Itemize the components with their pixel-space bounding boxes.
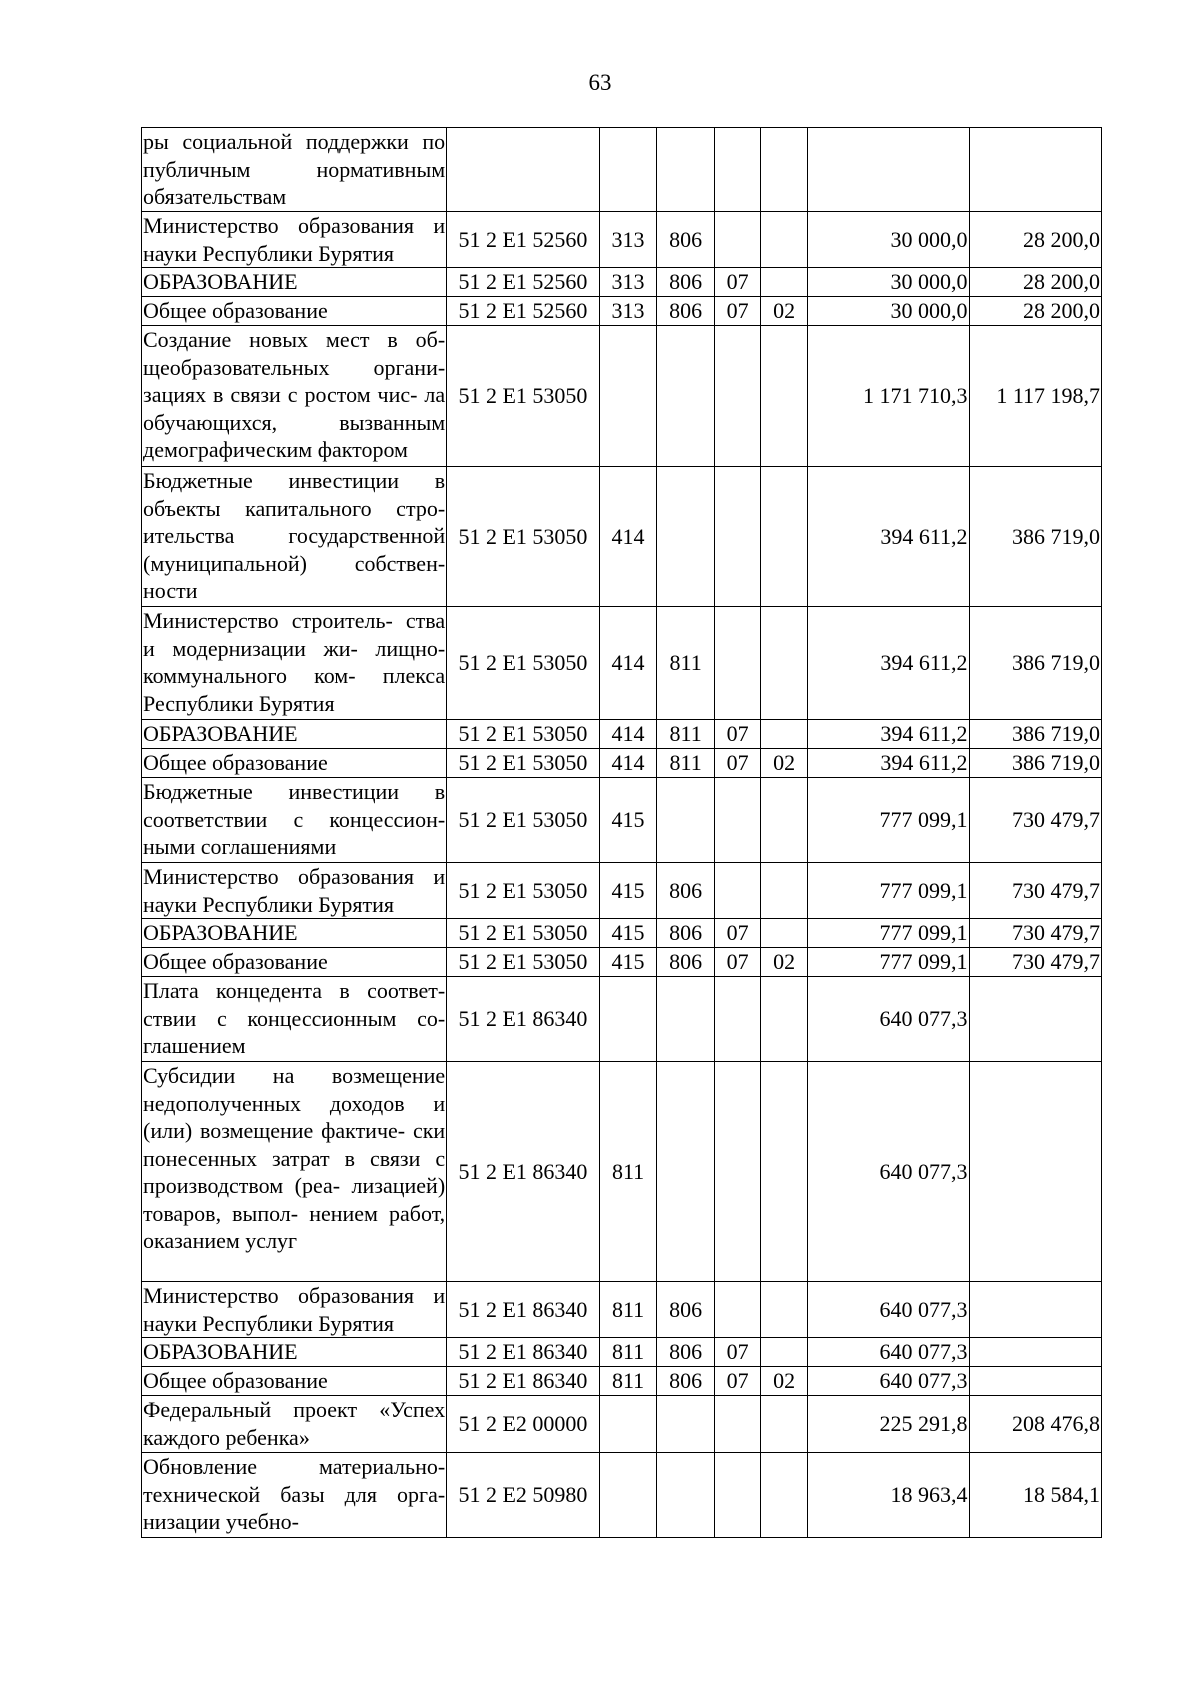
cell-subsection (761, 778, 807, 863)
cell-amount-year2 (969, 1338, 1101, 1367)
cell-ministry-code: 811 (657, 607, 715, 720)
cell-amount-year2: 386 719,0 (969, 607, 1101, 720)
cell-amount-year2 (969, 1367, 1101, 1396)
cell-amount-year1: 640 077,3 (807, 977, 969, 1062)
cell-expense-type: 414 (599, 720, 657, 749)
cell-amount-year2: 28 200,0 (969, 297, 1101, 326)
cell-amount-year1: 777 099,1 (807, 919, 969, 948)
cell-section (714, 778, 760, 863)
cell-name: Министерство образования и науки Республики Бурятия (143, 1283, 446, 1336)
cell-name: Общее образование (142, 1367, 447, 1396)
cell-section: 07 (714, 268, 760, 297)
cell-subsection (761, 607, 807, 720)
cell-target-code: 51 2 E1 52560 (447, 268, 600, 297)
cell-amount-year1: 394 611,2 (807, 467, 969, 607)
cell-section (714, 1453, 760, 1538)
table-row (142, 720, 1102, 749)
cell-amount-year2: 18 584,1 (969, 1453, 1101, 1538)
cell-section: 07 (714, 297, 760, 326)
table-row (142, 607, 1102, 720)
cell-amount-year2 (969, 128, 1101, 212)
cell-ministry-code (657, 1062, 715, 1282)
cell-target-code: 51 2 E1 53050 (447, 326, 600, 467)
cell-ministry-code: 806 (657, 297, 715, 326)
cell-section (714, 326, 760, 467)
cell-target-code: 51 2 E2 00000 (447, 1396, 600, 1453)
cell-amount-year1: 30 000,0 (807, 268, 969, 297)
cell-amount-year2: 730 479,7 (969, 863, 1101, 919)
cell-target-code: 51 2 E1 86340 (447, 977, 600, 1062)
page-number: 63 (588, 70, 612, 95)
table-row (142, 1396, 1102, 1453)
table-row (142, 749, 1102, 778)
cell-target-code: 51 2 E2 50980 (447, 1453, 600, 1538)
cell-subsection (761, 919, 807, 948)
cell-target-code: 51 2 E1 53050 (447, 467, 600, 607)
cell-subsection (761, 1338, 807, 1367)
cell-ministry-code: 811 (657, 720, 715, 749)
cell-subsection (761, 212, 807, 268)
cell-target-code: 51 2 E1 86340 (447, 1062, 600, 1282)
cell-target-code: 51 2 E1 86340 (447, 1367, 600, 1396)
cell-section: 07 (714, 919, 760, 948)
cell-amount-year1: 640 077,3 (807, 1338, 969, 1367)
table-body (142, 128, 1102, 1538)
table-row (142, 977, 1102, 1062)
cell-amount-year1: 225 291,8 (807, 1396, 969, 1453)
cell-expense-type: 811 (599, 1367, 657, 1396)
cell-amount-year2: 386 719,0 (969, 720, 1101, 749)
cell-ministry-code (657, 467, 715, 607)
cell-expense-type (599, 1396, 657, 1453)
cell-ministry-code: 806 (657, 863, 715, 919)
cell-section (714, 863, 760, 919)
cell-section (714, 1282, 760, 1338)
table-row (142, 1062, 1102, 1282)
cell-subsection (761, 467, 807, 607)
cell-subsection (761, 268, 807, 297)
cell-section (714, 607, 760, 720)
cell-name: Обновление материально- технической базы для орга- низации учебно- (142, 1453, 447, 1538)
table-row (142, 1338, 1102, 1367)
cell-name: Субсидии на возмещение недополученных доходов и (или) возмещение фактиче- ски понесенных затрат в связи с производством (реа- лизацией) товаров, выпол- нением работ, оказанием услуг (142, 1062, 447, 1282)
cell-target-code: 51 2 E1 53050 (447, 863, 600, 919)
cell-subsection: 02 (761, 749, 807, 778)
cell-section: 07 (714, 1338, 760, 1367)
cell-name: Общее образование (142, 749, 447, 778)
cell-name: Министерство образования и науки Республики Бурятия (143, 213, 446, 266)
cell-amount-year2 (969, 1062, 1101, 1282)
cell-amount-year1: 640 077,3 (807, 1062, 969, 1282)
cell-ministry-code (657, 326, 715, 467)
table-row (142, 1453, 1102, 1538)
cell-amount-year2: 1 117 198,7 (969, 326, 1101, 467)
cell-ministry-code: 806 (657, 1367, 715, 1396)
cell-target-code: 51 2 E1 86340 (447, 1282, 600, 1338)
cell-target-code: 51 2 E1 52560 (447, 212, 600, 268)
cell-amount-year1: 394 611,2 (807, 607, 969, 720)
cell-name: Создание новых мест в об- щеобразовательных органи- зациях в связи с ростом чис- ла обучающихся, вызванным демографическим фактором (142, 326, 447, 467)
table-row (142, 778, 1102, 863)
cell-section (714, 212, 760, 268)
cell-subsection (761, 326, 807, 467)
cell-expense-type: 313 (599, 268, 657, 297)
cell-expense-type: 313 (599, 212, 657, 268)
cell-ministry-code: 806 (657, 268, 715, 297)
cell-amount-year1: 777 099,1 (807, 778, 969, 863)
cell-subsection (761, 977, 807, 1062)
cell-name: Общее образование (142, 297, 447, 326)
cell-name: Министерство строитель- ства и модернизации жи- лищно-коммунального ком- плекса Республики Бурятия (142, 607, 447, 720)
cell-amount-year2: 730 479,7 (969, 948, 1101, 977)
cell-section: 07 (714, 720, 760, 749)
cell-expense-type: 414 (599, 467, 657, 607)
cell-ministry-code (657, 778, 715, 863)
table-row (142, 128, 1102, 212)
cell-target-code: 51 2 E1 53050 (447, 919, 600, 948)
cell-name: ры социальной поддержки по публичным нормативным обязательствам (142, 128, 447, 212)
cell-target-code: 51 2 E1 52560 (447, 297, 600, 326)
cell-section: 07 (714, 749, 760, 778)
cell-expense-type: 415 (599, 778, 657, 863)
cell-name: ОБРАЗОВАНИЕ (142, 1338, 447, 1367)
cell-amount-year1: 394 611,2 (807, 720, 969, 749)
cell-expense-type: 415 (599, 948, 657, 977)
cell-ministry-code (657, 977, 715, 1062)
cell-section: 07 (714, 1367, 760, 1396)
cell-name: ОБРАЗОВАНИЕ (142, 720, 447, 749)
cell-amount-year2: 28 200,0 (969, 268, 1101, 297)
cell-expense-type: 313 (599, 297, 657, 326)
cell-section (714, 1396, 760, 1453)
cell-expense-type (599, 1453, 657, 1538)
cell-subsection (761, 863, 807, 919)
cell-amount-year1: 394 611,2 (807, 749, 969, 778)
cell-expense-type: 811 (599, 1062, 657, 1282)
cell-amount-year1: 640 077,3 (807, 1367, 969, 1396)
cell-subsection: 02 (761, 948, 807, 977)
cell-subsection: 02 (761, 297, 807, 326)
cell-amount-year2: 208 476,8 (969, 1396, 1101, 1453)
table-row (142, 297, 1102, 326)
cell-section (714, 1062, 760, 1282)
cell-expense-type: 415 (599, 863, 657, 919)
cell-expense-type: 811 (599, 1282, 657, 1338)
cell-amount-year2: 386 719,0 (969, 749, 1101, 778)
cell-amount-year1: 640 077,3 (807, 1282, 969, 1338)
cell-section (714, 977, 760, 1062)
cell-target-code: 51 2 E1 53050 (447, 948, 600, 977)
cell-subsection (761, 1282, 807, 1338)
cell-name: Бюджетные инвестиции в объекты капитального стро- ительства государственной (муниципальной) собствен- ности (142, 467, 447, 607)
cell-expense-type: 414 (599, 749, 657, 778)
cell-target-code: 51 2 E1 86340 (447, 1338, 600, 1367)
cell-section (714, 467, 760, 607)
cell-amount-year1: 30 000,0 (807, 212, 969, 268)
cell-name: Общее образование (142, 948, 447, 977)
table-row (142, 863, 1102, 919)
cell-ministry-code (657, 1453, 715, 1538)
budget-table (141, 127, 1102, 1538)
cell-ministry-code: 806 (657, 1338, 715, 1367)
cell-amount-year2: 28 200,0 (969, 212, 1101, 268)
cell-amount-year2: 730 479,7 (969, 778, 1101, 863)
table-row (142, 467, 1102, 607)
cell-name: Министерство образования и науки Республики Бурятия (143, 864, 446, 917)
cell-section: 07 (714, 948, 760, 977)
cell-ministry-code: 811 (657, 749, 715, 778)
cell-amount-year1: 1 171 710,3 (807, 326, 969, 467)
cell-amount-year2: 386 719,0 (969, 467, 1101, 607)
cell-subsection: 02 (761, 1367, 807, 1396)
cell-amount-year2 (969, 977, 1101, 1062)
cell-expense-type (599, 128, 657, 212)
cell-target-code: 51 2 E1 53050 (447, 607, 600, 720)
cell-ministry-code: 806 (657, 919, 715, 948)
cell-target-code: 51 2 E1 53050 (447, 749, 600, 778)
cell-name: ОБРАЗОВАНИЕ (142, 268, 447, 297)
cell-name: Федеральный проект «Успех каждого ребенка» (142, 1396, 447, 1453)
cell-target-code: 51 2 E1 53050 (447, 720, 600, 749)
cell-target-code: 51 2 E1 53050 (447, 778, 600, 863)
cell-subsection (761, 1453, 807, 1538)
table-row (142, 948, 1102, 977)
cell-ministry-code: 806 (657, 1282, 715, 1338)
cell-expense-type: 414 (599, 607, 657, 720)
cell-subsection (761, 1396, 807, 1453)
cell-expense-type: 811 (599, 1338, 657, 1367)
table-row (142, 1367, 1102, 1396)
cell-amount-year2: 730 479,7 (969, 919, 1101, 948)
cell-section (714, 128, 760, 212)
cell-amount-year2 (969, 1282, 1101, 1338)
cell-subsection (761, 720, 807, 749)
cell-amount-year1: 777 099,1 (807, 948, 969, 977)
cell-ministry-code (657, 1396, 715, 1453)
cell-ministry-code: 806 (657, 948, 715, 977)
cell-subsection (761, 1062, 807, 1282)
cell-ministry-code: 806 (657, 212, 715, 268)
cell-name: ОБРАЗОВАНИЕ (142, 919, 447, 948)
cell-amount-year1: 30 000,0 (807, 297, 969, 326)
cell-expense-type (599, 977, 657, 1062)
cell-amount-year1 (807, 128, 969, 212)
table-row (142, 1282, 1102, 1338)
cell-target-code (447, 128, 600, 212)
table-row (142, 326, 1102, 467)
cell-name: Плата концедента в соответ- ствии с концессионным со- глашением (142, 977, 447, 1062)
cell-expense-type: 415 (599, 919, 657, 948)
table-row (142, 212, 1102, 268)
cell-ministry-code (657, 128, 715, 212)
cell-subsection (761, 128, 807, 212)
cell-amount-year1: 18 963,4 (807, 1453, 969, 1538)
cell-name: Бюджетные инвестиции в соответствии с концессион- ными соглашениями (142, 778, 447, 863)
table-row (142, 268, 1102, 297)
table-row (142, 919, 1102, 948)
cell-expense-type (599, 326, 657, 467)
cell-amount-year1: 777 099,1 (807, 863, 969, 919)
